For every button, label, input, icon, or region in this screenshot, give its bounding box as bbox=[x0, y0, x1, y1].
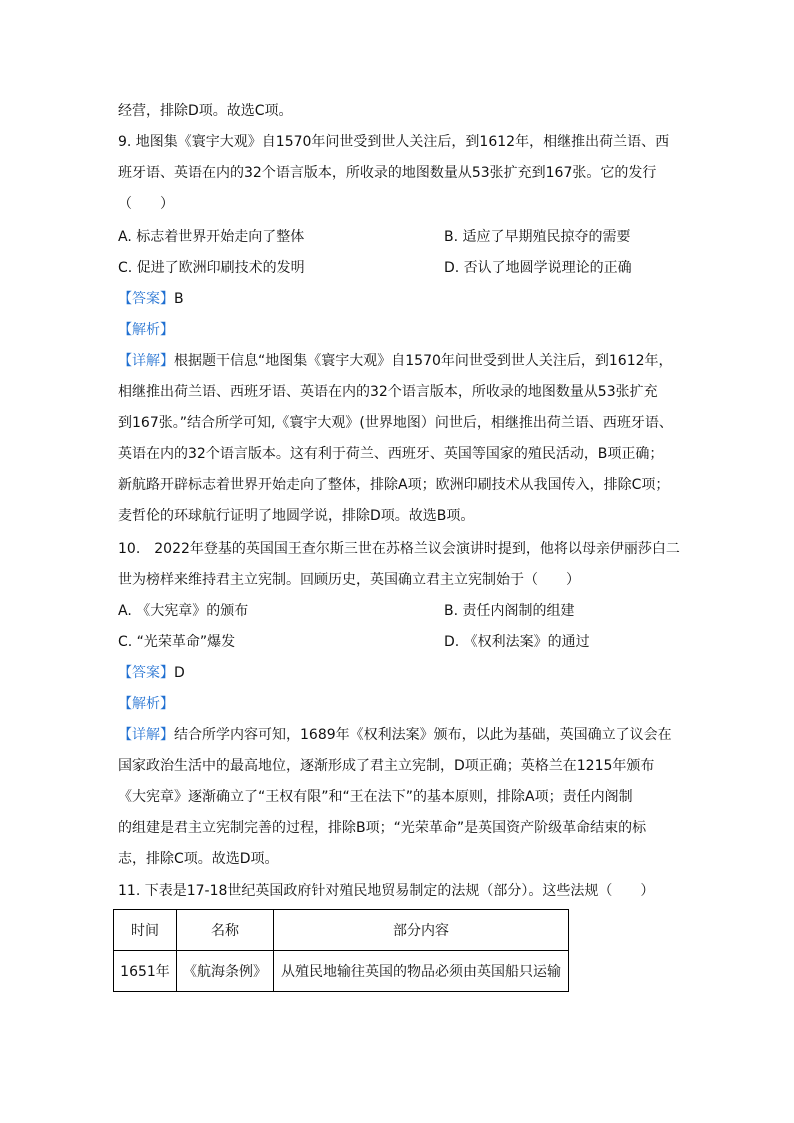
option-c: C. 促进了欧洲印刷技术的发明 bbox=[118, 260, 305, 276]
text-line: 经营，排除D项。故选C项。 bbox=[118, 103, 293, 119]
option-a: A. 《大宪章》的颁布 bbox=[118, 603, 249, 619]
explanation-text: 《大宪章》逐渐确立了“王权有限”和“王在法下”的基本原则，排除A项；责任内阁制 bbox=[118, 789, 633, 805]
table-cell: 《航海条例》 bbox=[177, 951, 274, 992]
option-b: B. 适应了早期殖民掠夺的需要 bbox=[444, 229, 631, 245]
explanation-text: 根据题干信息“地图集《寰宇大观》自1570年问世受到世人关注后，到1612年， bbox=[174, 353, 673, 369]
explanation-text: 英语在内的32个语言版本。这有利于荷兰、西班牙、英国等国家的殖民活动，B项正确； bbox=[118, 446, 664, 462]
explanation-line bbox=[118, 351, 673, 371]
explanation-text: 麦哲伦的环球航行证明了地圆学说，排除D项。故选B项。 bbox=[118, 508, 475, 524]
table-header-row bbox=[114, 910, 569, 951]
regulation-table bbox=[113, 909, 569, 992]
table-header-cell: 部分内容 bbox=[274, 910, 569, 951]
question-10-text: 世为榜样来维持君主立宪制。回顾历史，英国确立君主立宪制始于（ ） bbox=[118, 572, 580, 588]
answer-tag: 【答案】 bbox=[118, 291, 174, 307]
answer-value: B bbox=[174, 291, 184, 307]
explanation-text: 的组建是君主立宪制完善的过程，排除B项；“光荣革命”是英国资产阶级革命结束的标 bbox=[118, 820, 647, 836]
explanation-line bbox=[118, 725, 672, 745]
answer-line bbox=[118, 663, 185, 683]
explanation-text: 结合所学内容可知，1689年《权利法案》颁布，以此为基础，英国确立了议会在 bbox=[174, 727, 672, 743]
answer-line bbox=[118, 289, 184, 309]
option-c: C. “光荣革命”爆发 bbox=[118, 634, 236, 650]
table-cell: 1651年 bbox=[114, 951, 177, 992]
table-row bbox=[114, 951, 569, 992]
explanation-text: 新航路开辟标志着世界开始走向了整体，排除A项；欧洲印刷技术从我国传入，排除C项； bbox=[118, 477, 670, 493]
question-9-text: 班牙语、英语在内的32个语言版本，所收录的地图数量从53张扩充到167张。它的发行 bbox=[118, 165, 657, 181]
question-10-text: 10. 2022年登基的英国国王查尔斯三世在苏格兰议会演讲时提到，他将以母亲伊丽莎白二 bbox=[118, 541, 680, 557]
analysis-tag: 【解析】 bbox=[118, 696, 174, 712]
option-b: B. 责任内阁制的组建 bbox=[444, 603, 575, 619]
option-a: A. 标志着世界开始走向了整体 bbox=[118, 229, 305, 245]
answer-value: D bbox=[174, 665, 185, 681]
option-d: D. 否认了地圆学说理论的正确 bbox=[444, 260, 632, 276]
detail-tag: 【详解】 bbox=[118, 727, 174, 743]
table-header-cell: 时间 bbox=[114, 910, 177, 951]
question-11-text: 11. 下表是17-18世纪英国政府针对殖民地贸易制定的法规（部分）。这些法规（ ） bbox=[118, 883, 655, 899]
analysis-tag: 【解析】 bbox=[118, 322, 174, 338]
question-9-text: 9. 地图集《寰宇大观》自1570年问世受到世人关注后，到1612年，相继推出荷兰语、西 bbox=[118, 134, 670, 150]
detail-tag: 【详解】 bbox=[118, 353, 174, 369]
explanation-text: 到167张。”结合所学可知,《寰宇大观》(世界地图）问世后，相继推出荷兰语、西班牙语、 bbox=[118, 415, 673, 431]
explanation-text: 相继推出荷兰语、西班牙语、英语在内的32个语言版本，所收录的地图数量从53张扩充 bbox=[118, 384, 658, 400]
explanation-text: 志，排除C项。故选D项。 bbox=[118, 851, 279, 867]
question-9-blank: （ ） bbox=[118, 196, 174, 212]
analysis-heading bbox=[118, 320, 174, 340]
answer-tag: 【答案】 bbox=[118, 665, 174, 681]
table-cell: 从殖民地输往英国的物品必须由英国船只运输 bbox=[274, 951, 569, 992]
table-header-cell: 名称 bbox=[177, 910, 274, 951]
option-d: D. 《权利法案》的通过 bbox=[444, 634, 590, 650]
explanation-text: 国家政治生活中的最高地位，逐渐形成了君主立宪制，D项正确；英格兰在1215年颁布 bbox=[118, 758, 655, 774]
analysis-heading bbox=[118, 694, 174, 714]
